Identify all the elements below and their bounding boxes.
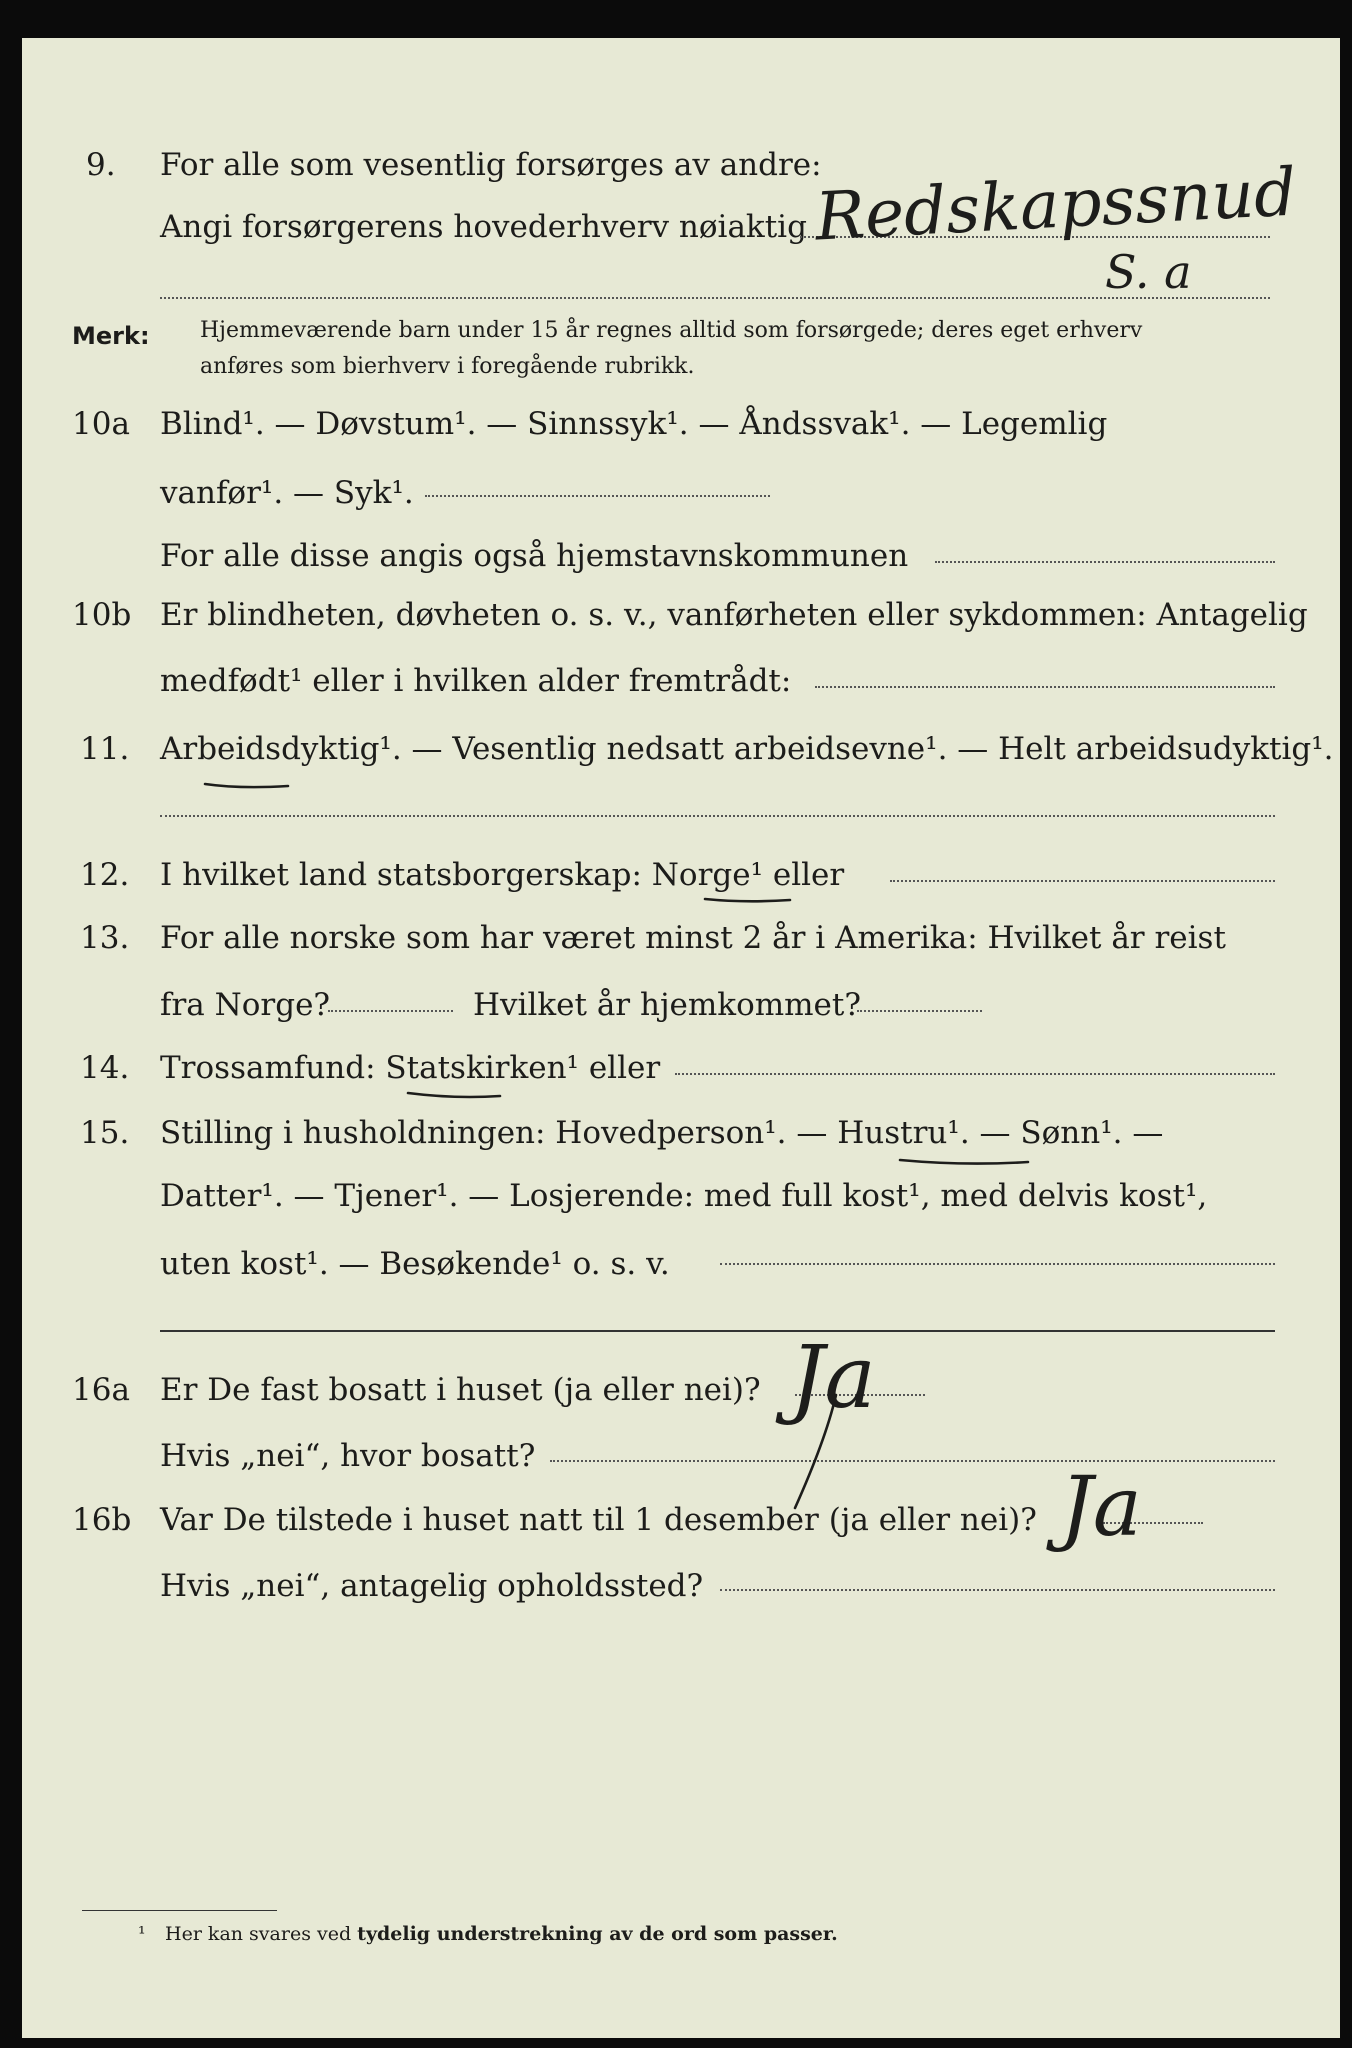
- item-15-line2: Datter¹. — Tjener¹. — Losjerende: med full kost¹, med delvis kost¹,: [160, 1178, 1208, 1214]
- item-15-number: 15.: [80, 1115, 130, 1151]
- item-10b-line1: Er blindheten, døvheten o. s. v., vanførheten eller sykdommen: Antagelig: [160, 597, 1308, 633]
- item-10b-line2: medfødt¹ eller i hvilken alder fremtrådt:: [160, 663, 792, 699]
- item-16b-line1: Var De tilstede i huset natt til 1 desember (ja eller nei)?: [160, 1502, 1037, 1538]
- footnote-text-plain: Her kan svares ved: [165, 1923, 358, 1945]
- item-10a-line3-fill: [935, 561, 1275, 563]
- item-11-line1: Arbeidsdyktig¹. — Vesentlig nedsatt arbeidsevne¹. — Helt arbeidsudyktig¹.: [160, 731, 1334, 767]
- item-13-fill-a: [328, 1010, 453, 1012]
- item-16a-fill-2: [550, 1460, 1275, 1462]
- item-15-line1: Stilling i husholdningen: Hovedperson¹. — Hustru¹. — Sønn¹. —: [160, 1115, 1164, 1151]
- item-15-extra-line: [160, 1330, 1275, 1332]
- item-16a-number: 16a: [72, 1372, 130, 1408]
- item-9-line1: For alle som vesentlig forsørges av andre:: [160, 147, 822, 183]
- item-9-handwritten-answer: Redskapssnud: [813, 153, 1299, 256]
- item-16b-fill-2: [720, 1589, 1275, 1591]
- footnote-rule: [82, 1910, 277, 1911]
- item-15-fill: [720, 1263, 1275, 1265]
- item-10a-line2-fill: [425, 495, 770, 497]
- footnote-text: [165, 1922, 838, 1946]
- item-10a-line2: vanfør¹. — Syk¹.: [160, 475, 414, 511]
- item-12-fill: [890, 880, 1275, 882]
- item-9-number: 9.: [86, 147, 116, 183]
- item-16a-handwritten-answer: Ja: [790, 1328, 876, 1428]
- item-10b-number: 10b: [72, 597, 132, 633]
- item-13-fill-b: [857, 1010, 982, 1012]
- item-10a-line1: Blind¹. — Døvstum¹. — Sinnssyk¹. — Åndssvak¹. — Legemlig: [160, 406, 1108, 442]
- item-9-handwritten-note: S. a: [1105, 245, 1192, 299]
- item-16a-line2: Hvis „nei“, hvor bosatt?: [160, 1438, 536, 1474]
- item-15-line3: uten kost¹. — Besøkende¹ o. s. v.: [160, 1246, 670, 1282]
- item-12-line1: I hvilket land statsborgerskap: Norge¹ eller: [160, 857, 845, 893]
- item-16b-number: 16b: [72, 1502, 132, 1538]
- item-10a-line3: For alle disse angis også hjemstavnskommunen: [160, 538, 909, 574]
- item-14-line1: Trossamfund: Statskirken¹ eller: [160, 1050, 661, 1086]
- item-16b-line2: Hvis „nei“, antagelig opholdssted?: [160, 1568, 704, 1604]
- item-14-fill: [675, 1073, 1275, 1075]
- item-13-line2b: Hvilket år hjemkommet?: [473, 987, 861, 1023]
- item-13-line1: For alle norske som har været minst 2 år i Amerika: Hvilket år reist: [160, 920, 1226, 956]
- item-9-extra-line: [160, 297, 1270, 299]
- merk-line1: Hjemmeværende barn under 15 år regnes alltid som forsørgede; deres eget erhverv: [200, 318, 1143, 343]
- item-13-number: 13.: [80, 920, 130, 956]
- item-12-number: 12.: [80, 857, 130, 893]
- item-16b-handwritten-answer: Ja: [1060, 1460, 1142, 1555]
- item-10b-fill: [815, 686, 1275, 688]
- merk-label: Merk:: [72, 322, 150, 350]
- item-11-number: 11.: [80, 731, 130, 767]
- item-14-number: 14.: [80, 1050, 130, 1086]
- merk-line2: anføres som bierhverv i foregående rubrikk.: [200, 354, 695, 379]
- item-9-line2: Angi forsørgerens hovederhverv nøiaktig: [160, 209, 807, 245]
- item-13-line2a: fra Norge?: [160, 987, 331, 1023]
- item-10a-number: 10a: [72, 406, 130, 442]
- item-11-fill: [160, 815, 1275, 817]
- item-16a-line1: Er De fast bosatt i huset (ja eller nei)?: [160, 1372, 761, 1408]
- footnote-marker: ¹: [138, 1923, 146, 1945]
- footnote-text-bold: tydelig understrekning av de ord som passer.: [357, 1923, 838, 1945]
